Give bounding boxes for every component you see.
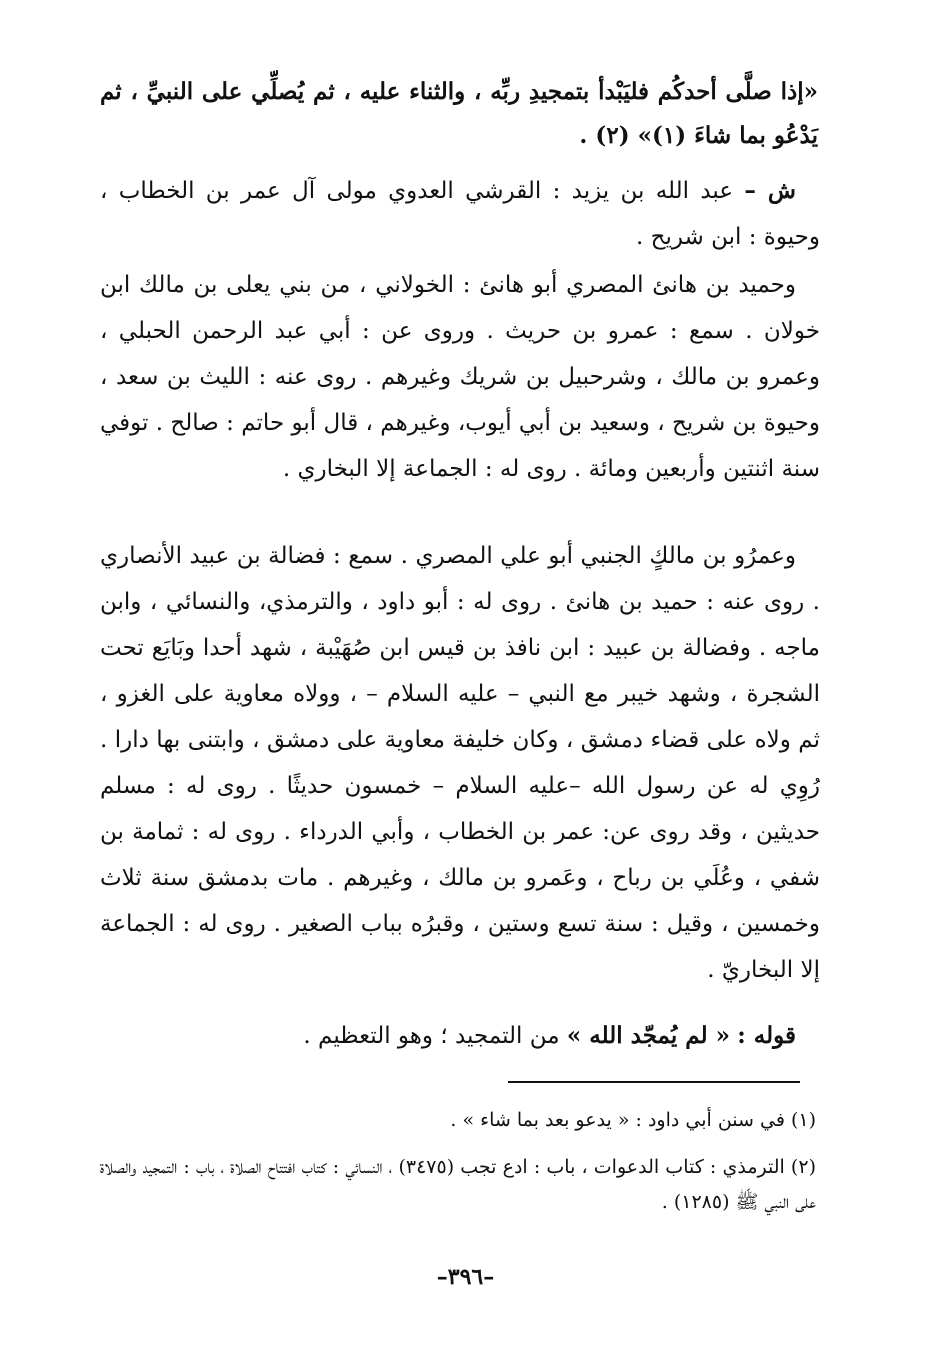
commentary-text-3: وعمرُو بن مالكٍ الجنبي أبو علي المصري . سمع : فضالة بن عبيد الأنصاري . روى عنه : حميد بن هانئ . روى له : أبو داود ، والترمذي، والنسائي ، وابن ماجه . وفضالة بن عبيد : ابن نافذ بن قيس ابن صُهَيْبة ، شهد أحدا وبَايَع تحت الشجرة ، وشهد خيبر مع النبي – عليه السلام – ، وولاه معاوية على الغزو ، ثم ولاه على قضاء دمشق ، وكان خليفة معاوية على دمشق ، وابتنى بها دارا . رُوِي له عن رسول الله –عليه السلام – خمسون حديثًا . روى له : مسلم حديثين ، وقد روى عن: عمر بن الخطاب ، وأبي الدرداء . روى له : ثمامة بن شفي ، وعُلَي بن رباح ، وعَمرو بن مالك ، وغيرهم . مات بدمشق سنة ثلاث وخمسين ، وقيل : سنة تسع وستين ، وقبرُه بباب الصغير . روى له : الجماعة إلا البخاريّ . <box>100 543 820 983</box>
footnote-2-text: (٢) الترمذي : كتاب الدعوات ، باب : ادع تجب (٣٤٧٥) ، النسائي : كتاب افتتاح الصلاة ، باب : التمجيد والصلاة على النبي ﷺ (١٢٨٥) . <box>100 1156 816 1213</box>
footnote-divider <box>508 1081 800 1083</box>
footnote-1-text: (١) في سنن أبي داود : « يدعو بعد بما شاء » . <box>450 1109 816 1131</box>
commentary-text-2: وحميد بن هانئ المصري أبو هانئ : الخولاني ، من بني يعلى بن مالك ابن خولان . سمع : عمرو بن حريث . وروى عن : أبي عبد الرحمن الحبلي ، وعمرو بن مالك ، وشرحبيل بن شريك وغيرهم . روى عنه : الليث بن سعد ، وحيوة بن شريح ، وسعيد بن أبي أيوب، وغيرهم ، قال أبو حاتم : صالح . توفي سنة اثنتين وأربعين ومائة . روى له : الجماعة إلا البخاري . <box>100 272 820 482</box>
commentary-text-1: عبد الله بن يزيد : القرشي العدوي مولى آل عمر بن الخطاب ، وحيوة : ابن شريح . <box>100 178 820 250</box>
footnote-1 <box>100 1103 816 1138</box>
commentary-label: ش – <box>744 177 796 204</box>
paragraph-indent <box>796 178 820 204</box>
hadith-text <box>100 70 818 158</box>
commentary-paragraph-4 <box>100 1013 820 1059</box>
page-number: –٣٩٦– <box>436 1264 495 1290</box>
quoted-phrase: « لم يُمجّد الله » <box>566 1022 730 1049</box>
qawluhu-label: قوله : <box>737 1022 796 1049</box>
commentary-text-4: من التمجيد ؛ وهو التعظيم . <box>303 1023 560 1049</box>
paragraph-indent <box>796 1023 820 1049</box>
commentary-paragraph-1 <box>100 168 820 260</box>
footnote-2 <box>100 1150 816 1220</box>
commentary-paragraph-3 <box>100 533 820 993</box>
commentary-paragraph-2 <box>100 262 820 492</box>
paragraph-indent <box>796 272 820 298</box>
paragraph-indent <box>796 543 820 569</box>
hadith-quote: «إذا صلَّى أحدكُم فليَبْدأ بتمجيدِ ربِّه ، والثناء عليه ، ثم يُصلِّي على النبيِّ ، ثم يَدْعُو بما شاءَ (١)» (٢) . <box>100 78 818 149</box>
